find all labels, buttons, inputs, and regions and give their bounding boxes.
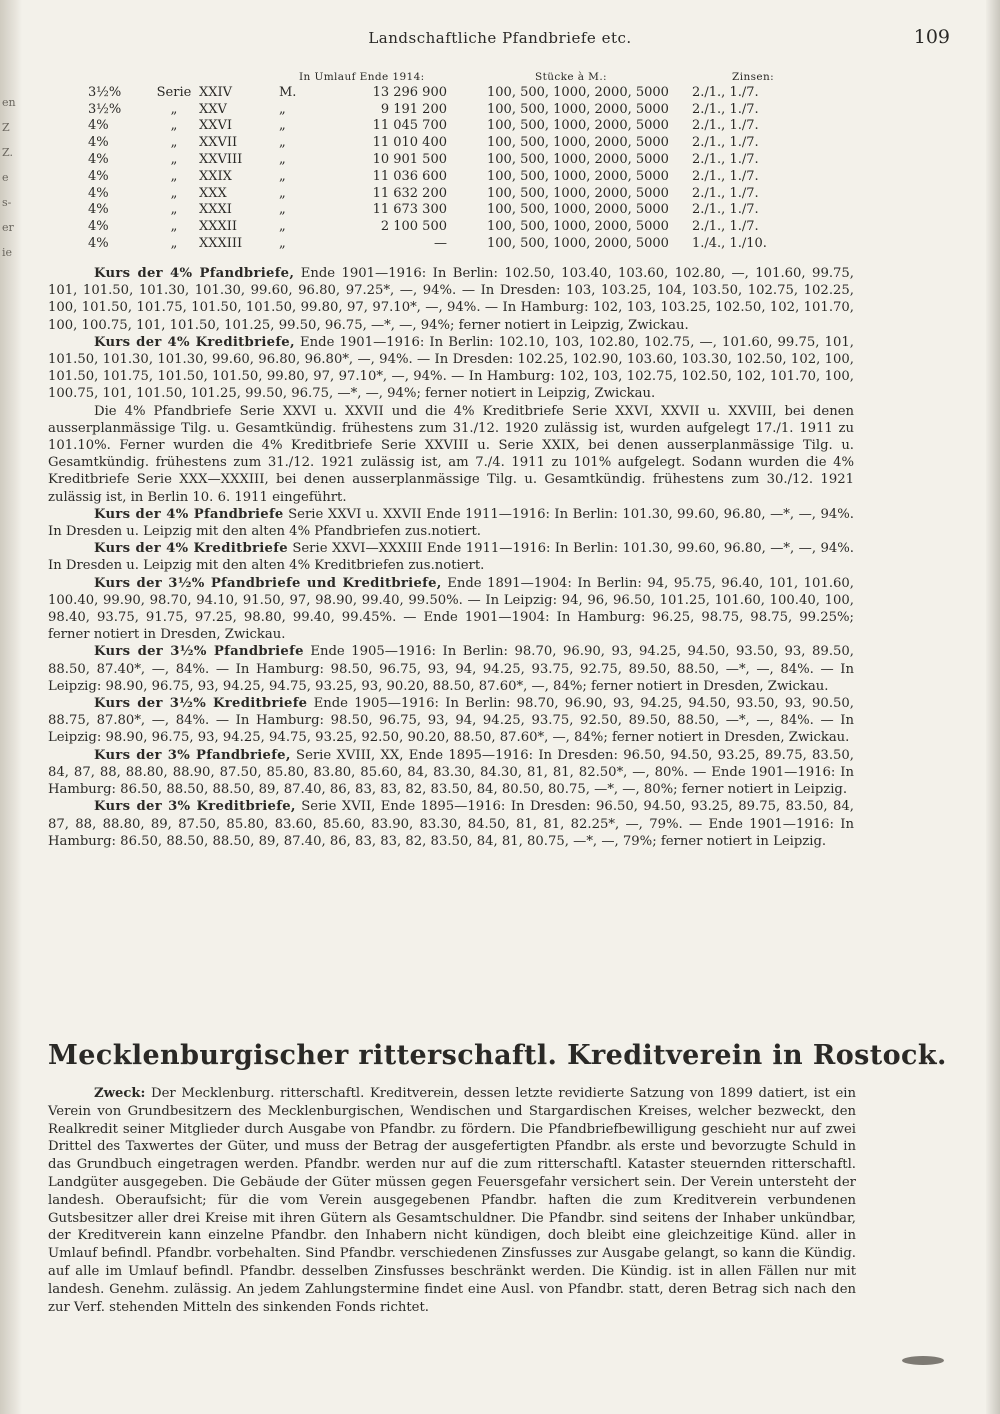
amount-outstanding: 11 045 700 — [372, 118, 447, 134]
paragraph-heading: Kurs der 3½% Pfandbriefe — [94, 644, 304, 660]
interest-dates: 1./4., 1./10. — [692, 236, 767, 252]
section-title: Mecklenburgischer ritterschaftl. Kreditverein in Rostock. — [48, 1040, 947, 1071]
price-paragraph — [48, 403, 854, 506]
interest-rate: 4% — [88, 135, 109, 151]
paragraph-body: Ende 1905—1916: In Berlin: 98.70, 96.90, 93, 94.25, 94.50, 93.50, 93, 90.50, 88.75, 87.80*, —, 84%. — In Hamburg: 98.50, 96.75, 93, 94, 94.25, 93.75, 92.50, 89.50, 88.50, —*, —, 84%. — In Leipzig: 98.90, 96.75, 93, 94.25, 94.75, 93.25, 92.50, 90.20, 88.50, 87.60*, —, 84%; ferner notiert in Dresden, Zwickau. — [48, 696, 854, 746]
series-row — [88, 235, 858, 252]
denominations: 100, 500, 1000, 2000, 5000 — [487, 101, 669, 117]
price-history-text — [48, 265, 854, 850]
purpose-label: Zweck: — [94, 1086, 146, 1101]
paragraph-heading: Kurs der 3½% Kreditbriefe — [94, 696, 308, 712]
currency-mark: „ — [279, 202, 286, 218]
serie-label: „ — [170, 135, 178, 151]
currency-mark: „ — [279, 168, 286, 184]
currency-mark: „ — [279, 185, 286, 201]
series-row — [88, 168, 858, 185]
series-number: XXVI — [199, 118, 233, 134]
paragraph-heading: Kurs der 3% Kreditbriefe, — [94, 799, 296, 815]
serie-label: „ — [170, 152, 178, 168]
series-number: XXX — [199, 185, 227, 201]
interest-dates: 2./1., 1./7. — [692, 219, 759, 235]
page-edge-shadow — [986, 0, 1000, 1414]
denominations: 100, 500, 1000, 2000, 5000 — [487, 168, 669, 184]
interest-rate: 3½% — [88, 84, 122, 100]
interest-rate: 4% — [88, 219, 109, 235]
ink-smudge — [902, 1356, 944, 1365]
series-number: XXIV — [199, 84, 233, 100]
interest-rate: 4% — [88, 118, 109, 134]
serie-label: „ — [170, 202, 178, 218]
price-paragraph — [48, 540, 854, 574]
amount-outstanding: 11 632 200 — [372, 185, 447, 201]
price-paragraph — [48, 798, 854, 850]
paragraph-body: Serie XXVI u. XXVII Ende 1911—1916: In Berlin: 101.30, 99.60, 96.80, —*, —, 94%. In Dresden u. Leipzig mit den alten 4% Pfandbriefen zus.notiert. — [48, 506, 854, 540]
series-row — [88, 202, 858, 219]
serie-label: „ — [170, 185, 178, 201]
currency-mark: „ — [279, 101, 286, 117]
paragraph-heading: Kurs der 3½% Pfandbriefe und Kreditbriefe, — [94, 575, 442, 591]
page-number: 109 — [913, 26, 950, 48]
series-row — [88, 101, 858, 118]
denominations: 100, 500, 1000, 2000, 5000 — [487, 152, 669, 168]
margin-fragment: er — [2, 221, 14, 234]
serie-label: „ — [170, 168, 178, 184]
margin-fragment: Z — [2, 121, 10, 134]
interest-dates: 2./1., 1./7. — [692, 135, 759, 151]
price-paragraph — [48, 695, 854, 747]
denominations: 100, 500, 1000, 2000, 5000 — [487, 185, 669, 201]
price-paragraph — [48, 747, 854, 799]
series-row — [88, 134, 858, 151]
interest-dates: 2./1., 1./7. — [692, 152, 759, 168]
serie-label: „ — [170, 236, 178, 252]
serie-label: „ — [170, 101, 178, 117]
price-paragraph — [48, 265, 854, 334]
paragraph-heading: Kurs der 4% Pfandbriefe — [94, 506, 284, 522]
interest-dates: 2./1., 1./7. — [692, 101, 759, 117]
paragraph-body: Ende 1901—1916: In Berlin: 102.50, 103.40, 103.60, 102.80, —, 101.60, 99.75, 101, 101.50, 101.30, 101.30, 99.60, 96.80, 97.25*, —, 94%. — In Dresden: 103, 103.25, 104, 103.50, 102.75, 102.25, 100, 101.50, 101.75, 101.50, 101.50, 99.80, 97, 97.10*, —, 94%. — In Hamburg: 102, 103, 103.25, 102.50, 102, 101.70, 100, 100.75, 101, 101.50, 101.25, 99.50, 96.75, —*, —, 94%; ferner notiert in Leipzig, Zwickau. — [48, 266, 854, 333]
page-header — [40, 26, 960, 52]
amount-outstanding: 11 673 300 — [372, 202, 447, 218]
denominations: 100, 500, 1000, 2000, 5000 — [487, 236, 669, 252]
amount-outstanding: 11 010 400 — [372, 135, 447, 151]
paragraph-body: Serie XVII, Ende 1895—1916: In Dresden: 96.50, 94.50, 93.25, 89.75, 83.50, 84, 87, 88, 88.80, 89, 87.50, 85.80, 83.60, 85.60, 83.90, 83.30, 84.50, 81, 81, 82.25*, —, 79%. — Ende 1901—1916: In Hamburg: 86.50, 88.50, 88.50, 89, 87.40, 86, 83, 83, 82, 83.50, 84, 81, 80.75, —*, —, 79%; ferner notiert in Leipzig. — [48, 799, 854, 849]
denominations: 100, 500, 1000, 2000, 5000 — [487, 135, 669, 151]
amount-outstanding: 2 100 500 — [380, 219, 447, 235]
series-row — [88, 84, 858, 101]
paragraph-body: Ende 1901—1916: In Berlin: 102.10, 103, 102.80, 102.75, —, 101.60, 99.75, 101, 101.50, 101.30, 101.30, 99.60, 96.80, 96.80*, —, 94%. — In Dresden: 102.25, 102.90, 103.60, 103.30, 102.50, 102, 100, 101.50, 101.75, 101.50, 101.50, 99.80, 97, 97.10*, —, 94%. — In Hamburg: 102, 103, 102.75, 102.50, 102, 101.70, 100, 100.75, 101, 101.50, 101.25, 99.50, 96.75, —*, —, 94%; ferner notiert in Leipzig, Zwickau. — [48, 334, 854, 402]
series-row — [88, 151, 858, 168]
series-number: XXXI — [199, 202, 232, 218]
series-table-header — [88, 70, 858, 84]
paragraph-body: Die 4% Pfandbriefe Serie XXVI u. XXVII und die 4% Kreditbriefe Serie XXVI, XXVII u. XXVIII, bei denen ausserplanmässige Tilg. u. Gesamtkündig. frühestens zum 31./12. 1920 zulässig ist, wurden aufgelegt 17./1. 1911 zu 101.10%. Ferner wurden die 4% Kreditbriefe Serie XXVIII u. Serie XXIX, bei denen ausserplanmässige Tilg. u. Gesamtkündig. frühestens zum 31./12. 1921 zulässig ist, am 7./4. 1911 zu 101% aufgelegt. Sodann wurden die 4% Kreditbriefe Serie XXX—XXXIII, bei denen ausserplanmässige Tilg. u. Gesamtkündig. frühestens zum 30./12. 1921 zulässig ist, in Berlin 10. 6. 1911 eingeführt. — [48, 403, 854, 505]
currency-mark: „ — [279, 236, 286, 252]
series-number: XXXII — [199, 219, 238, 235]
currency-mark: „ — [279, 135, 286, 151]
series-row — [88, 185, 858, 202]
series-number: XXIX — [199, 168, 232, 184]
interest-rate: 4% — [88, 185, 109, 201]
amount-outstanding: 13 296 900 — [372, 84, 447, 100]
serie-label: „ — [170, 118, 178, 134]
running-head: Landschaftliche Pfandbriefe etc. — [368, 29, 632, 47]
currency-mark: M. — [279, 84, 297, 100]
denominations: 100, 500, 1000, 2000, 5000 — [487, 219, 669, 235]
interest-rate: 4% — [88, 168, 109, 184]
price-paragraph — [48, 506, 854, 540]
interest-dates: 2./1., 1./7. — [692, 202, 759, 218]
serie-label: „ — [170, 219, 178, 235]
interest-dates: 2./1., 1./7. — [692, 84, 759, 100]
purpose-paragraph — [48, 1085, 856, 1316]
series-number: XXV — [199, 101, 227, 117]
amount-outstanding: — — [434, 236, 447, 252]
section-body — [48, 1085, 856, 1316]
price-paragraph — [48, 575, 854, 644]
series-number: XXXIII — [199, 236, 243, 252]
denominations: 100, 500, 1000, 2000, 5000 — [487, 118, 669, 134]
currency-mark: „ — [279, 118, 286, 134]
currency-mark: „ — [279, 219, 286, 235]
denominations: 100, 500, 1000, 2000, 5000 — [487, 84, 669, 100]
margin-fragment: Z. — [2, 146, 13, 159]
paragraph-body: Ende 1891—1904: In Berlin: 94, 95.75, 96.40, 101, 101.60, 100.40, 99.90, 98.70, 94.10, 91.50, 97, 98.90, 99.40, 99.50%. — In Leipzig: 94, 96, 96.50, 101.25, 101.60, 100.40, 100, 98.40, 93.75, 91.75, 97.25, 98.80, 99.40, 99.45%. — Ende 1901—1904: In Hamburg: 96.25, 98.75, 98.75, 99.25%; ferner notiert in Dresden, Zwickau. — [48, 575, 854, 643]
paragraph-heading: Kurs der 4% Kreditbriefe, — [94, 334, 295, 350]
paragraph-heading: Kurs der 4% Kreditbriefe — [94, 541, 288, 557]
margin-fragments — [2, 90, 16, 265]
paragraph-heading: Kurs der 3% Pfandbriefe, — [94, 747, 291, 763]
paragraph-body: Ende 1905—1916: In Berlin: 98.70, 96.90, 93, 94.25, 94.50, 93.50, 93, 89.50, 88.50, 87.40*, —, 84%. — In Hamburg: 98.50, 96.75, 93, 94, 94.25, 93.75, 92.75, 89.50, 88.50, —*, —, 84%. — In Leipzig: 98.90, 96.75, 93, 94.25, 94.75, 93.25, 93, 90.20, 88.50, 87.60*, —, 84%; ferner notiert in Dresden, Zwickau. — [48, 644, 854, 694]
interest-dates: 2./1., 1./7. — [692, 185, 759, 201]
interest-rate: 4% — [88, 152, 109, 168]
margin-fragment: ie — [2, 246, 13, 259]
paragraph-heading: Kurs der 4% Pfandbriefe, — [94, 266, 295, 281]
interest-dates: 2./1., 1./7. — [692, 168, 759, 184]
series-number: XXVII — [199, 135, 238, 151]
col-amount-header: In Umlauf Ende 1914: — [299, 71, 425, 83]
serie-label: Serie — [156, 84, 192, 100]
paragraph-body: Serie XVIII, XX, Ende 1895—1916: In Dresden: 96.50, 94.50, 93.25, 89.75, 83.50, 84, 87, 88, 88.80, 88.90, 87.50, 85.80, 83.80, 85.60, 84, 83.30, 84.30, 81, 81, 82.50*, —, 80%. — Ende 1901—1916: In Hamburg: 86.50, 88.50, 88.50, 89, 87.40, 86, 83, 83, 82, 83.50, 84, 80.50, 80.75, —*, —, 80%; ferner notiert in Leipzig. — [48, 747, 854, 798]
interest-dates: 2./1., 1./7. — [692, 118, 759, 134]
margin-fragment: e — [2, 171, 9, 184]
series-row — [88, 118, 858, 135]
series-row — [88, 218, 858, 235]
price-paragraph — [48, 643, 854, 695]
purpose-text: Der Mecklenburg. ritterschaftl. Kreditverein, dessen letzte revidierte Satzung von 1899 datiert, ist ein Verein von Grundbesitzern des Mecklenburgischen, Wendischen und Stargardischen Kreises, welcher bezweckt, den Realkredit seiner Mitglieder durch Ausgabe von Pfandbr. zu fördern. Die Pfandbriefbewilligung geschieht nur auf zwei Drittel des Taxwertes der Güter, und muss der Betrag der ausgefertigten Pfandbr. als erste und bevorzugte Schuld in das Grundbuch eingetragen werden. Pfandbr. werden nur auf die zum ritterschaftl. Kataster steuernden ritterschaftl. Landgüter ausgegeben. Die Gebäude der Güter müssen gegen Feuersgefahr versichert sein. Der Verein untersteht der landesh. Oberaufsicht; für die vom Verein ausgegebenen Pfandbr. haften die zum Kreditverein verbundenen Gutsbesitzer aller drei Kreise mit ihren Gütern als Gesamtschuldner. Die Pfandbr. sind seitens der Inhaber unkündbar, der Kreditverein kann einzelne Pfandbr. den Inhabern nicht kündigen, doch bleibt eine gleichzeitige Künd. aller in Umlauf befindl. Pfandbr. vorbehalten. Sind Pfandbr. verschiedenen Zinsfusses zur Ausgabe gelangt, so kann die Kündig. auf alle im Umlauf befindl. Pfandbr. desselben Zinsfusses beschränkt werden. Die Kündig. ist in allen Fällen nur mit landesh. Genehm. zulässig. An jedem Zahlungstermine findet eine Ausl. von Pfandbr. statt, deren Betrag sich nach den zur Verf. stehenden Mitteln des sinkenden Fonds richtet. — [48, 1086, 856, 1315]
margin-fragment: en — [2, 96, 16, 109]
interest-rate: 3½% — [88, 101, 122, 117]
paragraph-body: Serie XXVI—XXXIII Ende 1911—1916: In Berlin: 101.30, 99.60, 96.80, —*, —, 94%. In Dresden u. Leipzig mit den alten 4% Kreditbriefen zus.notiert. — [48, 541, 854, 574]
amount-outstanding: 9 191 200 — [380, 101, 447, 117]
amount-outstanding: 11 036 600 — [372, 168, 447, 184]
amount-outstanding: 10 901 500 — [372, 152, 447, 168]
denominations: 100, 500, 1000, 2000, 5000 — [487, 202, 669, 218]
series-number: XXVIII — [199, 152, 243, 168]
col-interest-header: Zinsen: — [732, 71, 775, 83]
margin-fragment: s- — [2, 196, 12, 209]
price-paragraph — [48, 334, 854, 403]
currency-mark: „ — [279, 152, 286, 168]
interest-rate: 4% — [88, 202, 109, 218]
col-pieces-header: Stücke à M.: — [535, 71, 607, 83]
interest-rate: 4% — [88, 236, 109, 252]
series-table — [88, 70, 858, 252]
